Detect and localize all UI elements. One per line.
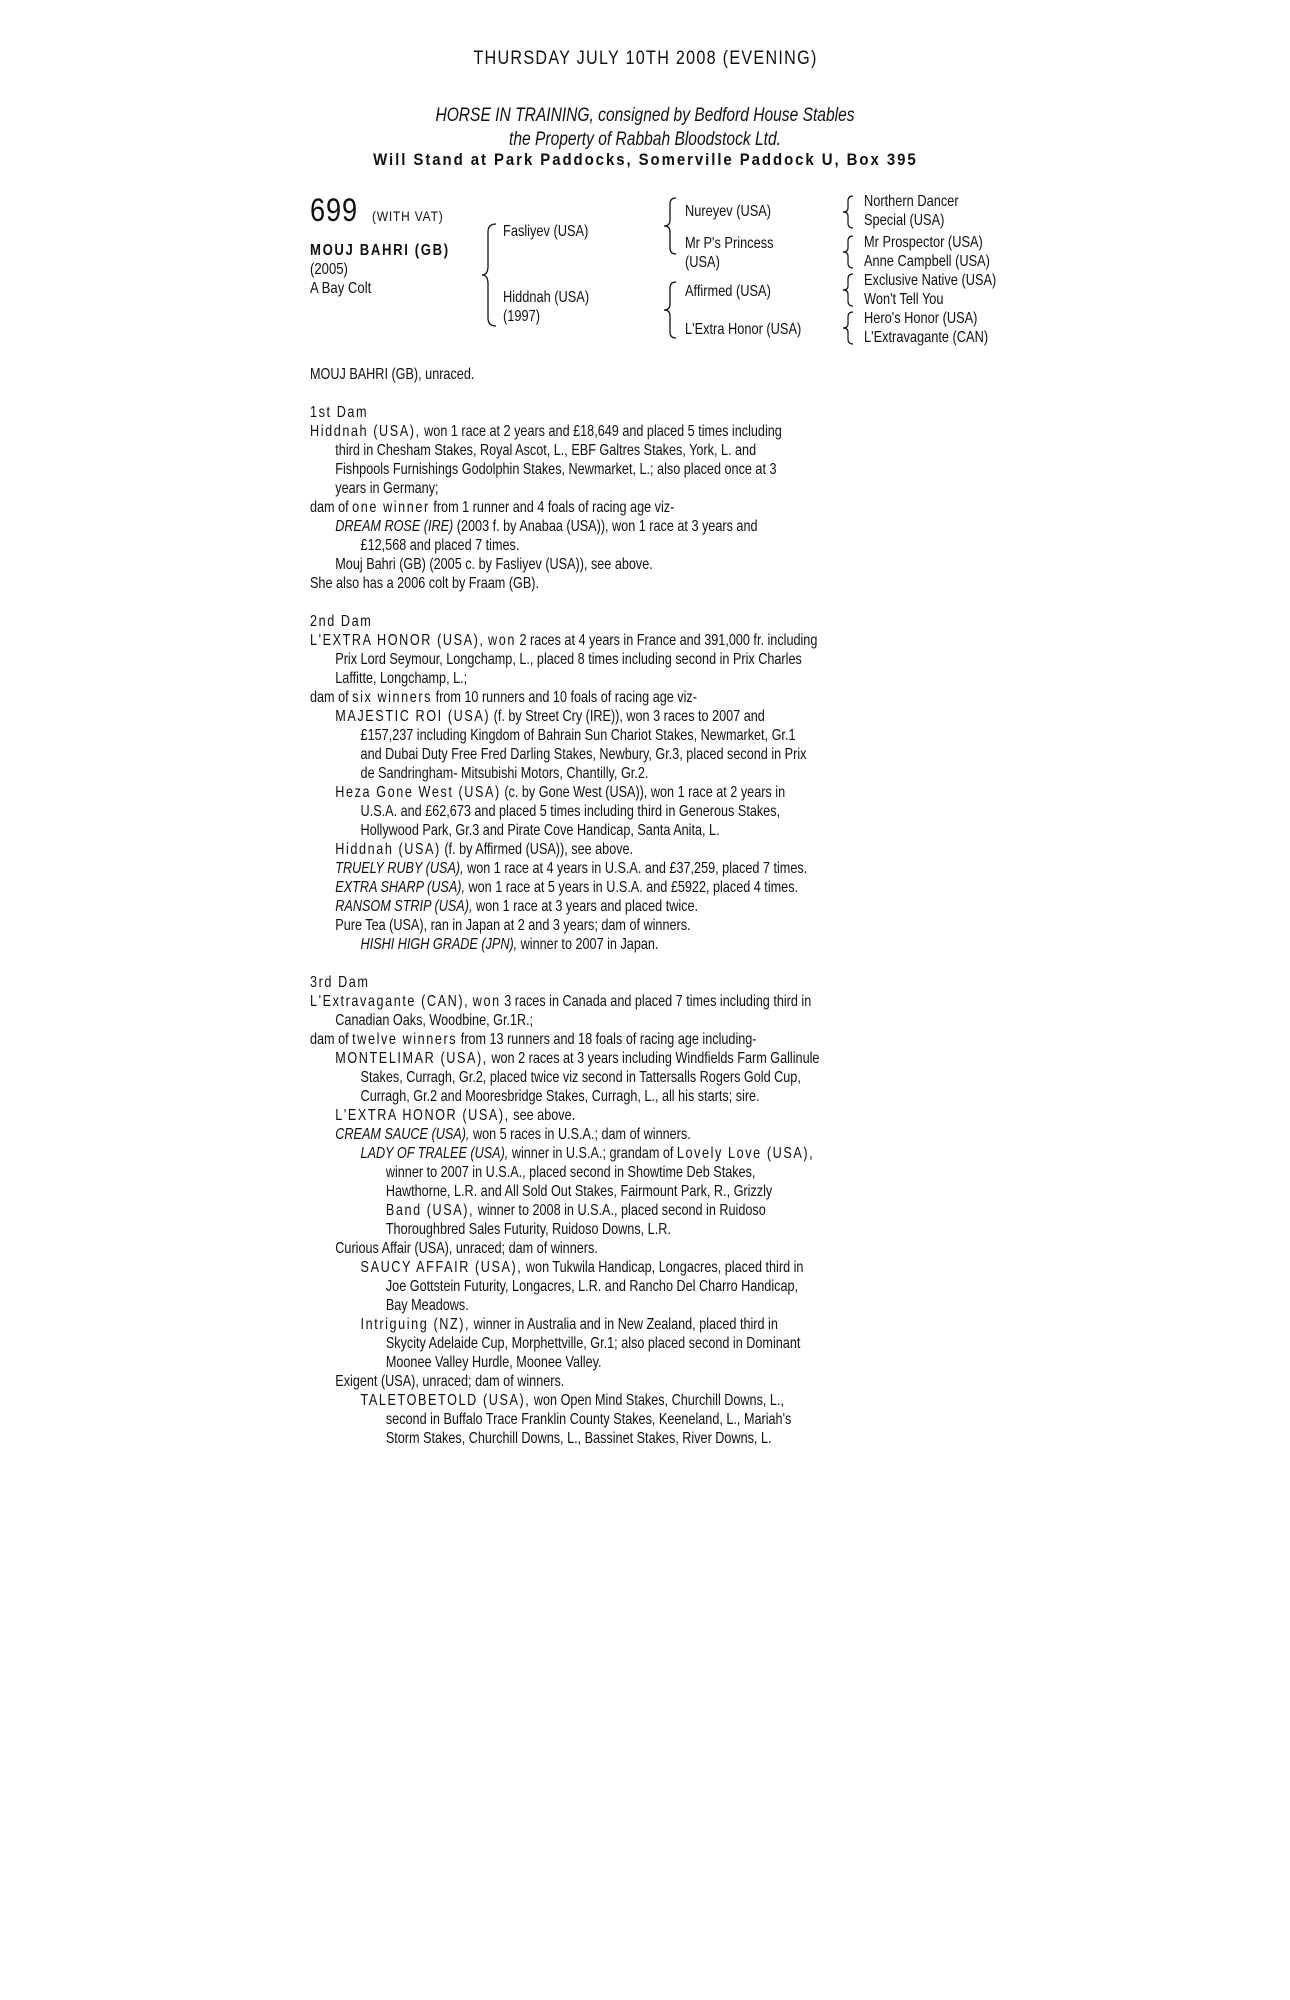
first-dam-line: Hiddnah (USA), won 1 race at 2 years and £18,649 and placed 5 times including (310, 423, 782, 440)
third-dam-heading: 3rd Dam (310, 974, 370, 991)
pedigree-sire-sire: Nureyev (USA) (685, 203, 772, 220)
second-dam-heading: 2nd Dam (310, 613, 373, 630)
horse-year: (2005) (310, 261, 348, 278)
pedigree-sire-dam: Mr P's Princess (USA) (685, 235, 774, 271)
intro-line: MOUJ BAHRI (GB), unraced. (310, 366, 475, 383)
consignor-line: HORSE IN TRAINING, consigned by Bedford House Stables (435, 105, 855, 126)
stand-location: Will Stand at Park Paddocks, Somerville Paddock U, Box 395 (372, 150, 918, 169)
pedigree-dam-sire: Affirmed (USA) (685, 283, 771, 300)
consignor-block (0, 104, 1290, 152)
horse-info (310, 241, 450, 298)
sale-date-header (0, 48, 1290, 70)
pedigree-sire: Fasliyev (USA) (503, 223, 589, 240)
lot-number: 699 (310, 192, 358, 228)
sale-date: THURSDAY JULY 10TH 2008 (EVENING) (472, 48, 818, 69)
horse-description: A Bay Colt (310, 280, 372, 297)
pedigree-brace-2 (664, 196, 682, 256)
pedigree-brace-g1 (843, 194, 857, 230)
catalogue-body: MOUJ BAHRI (GB), unraced. 1st Dam Hiddnah (USA), won 1 race at 2 years and £18,649 and placed 5 times including third in Chesham Stakes, Royal Ascot, L., EBF Galtres Stakes, York, L. and Fishpools Furnishings Godolphin Stakes, Newmarket, L.; also placed once at 3 years in Germany; dam of one winner from 1 runner and 4 foals of racing age viz- DREAM ROSE (IRE) (2003 f. by Anabaa (USA)), won 1 race at 3 years and £12,568 and placed 7 times. Mouj Bahri (GB) (2005 c. by Fasliyev (USA)), see above. She also has a 2006 colt by Fraam (GB). 2nd Dam L'EXTRA HONOR (USA), won 2 races at 4 years in France and 391,000 fr. including Prix Lord Seymour, Longchamp, L., placed 8 times including second in Prix Charles Laffitte, Longchamp, L.; dam of six winners from 10 runners and 10 foals of racing age viz- MAJESTIC ROI (USA) (f. by Street Cry (IRE)), won 3 races to 2007 and £157,237 including Kingdom of Bahrain Sun Chariot Stakes, Newmarket, Gr.1 and Dubai Duty Free Fred Darling Stakes, Newbury, Gr.3, placed second in Prix de Sandringham- Mitsubishi Motors, Chantilly, Gr.2. Heza Gone West (USA) (c. by Gone West (USA)), won 1 race at 2 years in U.S.A. and £62,673 and placed 5 times including third in Generous Stakes, Hollywood Park, Gr.3 and Pirate Cove Handicap, Santa Anita, L. Hiddnah (USA) (f. by Affirmed (USA)), see above. TRUELY RUBY (USA), won 1 race at 4 years in U.S.A. and £37,259, placed 7 times. EXTRA SHARP (USA), won 1 race at 5 years in U.S.A. and £5922, placed 4 times. RANSOM STRIP (USA), won 1 race at 3 years and placed twice. Pure Tea (USA), ran in Japan at 2 and 3 years; dam of winners. HISHI HIGH GRADE (JPN), winner to 2007 in Japan. 3rd Dam L'Extravagante (CAN), won 3 races in Canada and placed 7 times including third in Canadian Oaks, Woodbine, Gr.1R.; dam of twelve winners from 13 runners and 18 foals of racing age including- MONTELIMAR (USA), won 2 races at 3 years including Windfields Farm Gallinule Stakes, Curragh, Gr.2, placed twice viz second in Tattersalls Rogers Gold Cup, Curragh, Gr.2 and Mooresbridge Stakes, Curragh, L., all his starts; sire. L'EXTRA HONOR (USA), see above. CREAM SAUCE (USA), won 5 races in U.S.A.; dam of winners. LADY OF TRALEE (USA), winner in U.S.A.; grandam of Lovely Love (USA), winner to 2007 in U.S.A., placed second in Showtime Deb Stakes, Hawthorne, L.R. and All Sold Out Stakes, Fairmount Park, R., Grizzly Band (USA), winner to 2008 in U.S.A., placed second in Ruidoso Thoroughbred Sales Futurity, Ruidoso Downs, L.R. Curious Affair (USA), unraced; dam of winners. SAUCY AFFAIR (USA), won Tukwila Handicap, Longacres, placed third in Joe Gottstein Futurity, Longacres, L.R. and Rancho Del Charro Handicap, Bay Meadows. Intriguing (NZ), winner in Australia and in New Zealand, placed third in Skycity Adelaide Cup, Morphettville, Gr.1; also placed second in Dominant Moonee Valley Hurdle, Moonee Valley. Exigent (USA), unraced; dam of winners. TALETOBETOLD (USA), won Open Mind Stakes, Churchill Downs, L., second in Buffalo Trace Franklin County Stakes, Keeneland, L., Mariah's Storm Stakes, Churchill Downs, L., Bassinet Stakes, River Downs, L. (310, 365, 1050, 1448)
pedigree-brace-g4 (843, 310, 857, 346)
pedigree-brace-g3 (843, 272, 857, 308)
pedigree-brace-g2 (843, 234, 857, 270)
vat-note: (WITH VAT) (372, 208, 444, 224)
pedigree-grandparents: Northern Dancer Special (USA) Mr Prospector (USA) Anne Campbell (USA) Exclusive Native (USA) Won't Tell You Hero's Honor (USA) L'Extravagante (CAN) (864, 193, 997, 346)
owner-line: the Property of Rabbah Bloodstock Ltd. (509, 129, 781, 150)
horse-name: MOUJ BAHRI (GB) (310, 242, 450, 259)
first-dam-heading: 1st Dam (310, 404, 369, 421)
pedigree-brace-3 (664, 280, 682, 340)
pedigree-dam-dam: L'Extra Honor (USA) (685, 321, 802, 338)
pedigree-brace-1 (482, 222, 502, 328)
pedigree-dam: Hiddnah (USA) (1997) (503, 289, 590, 325)
